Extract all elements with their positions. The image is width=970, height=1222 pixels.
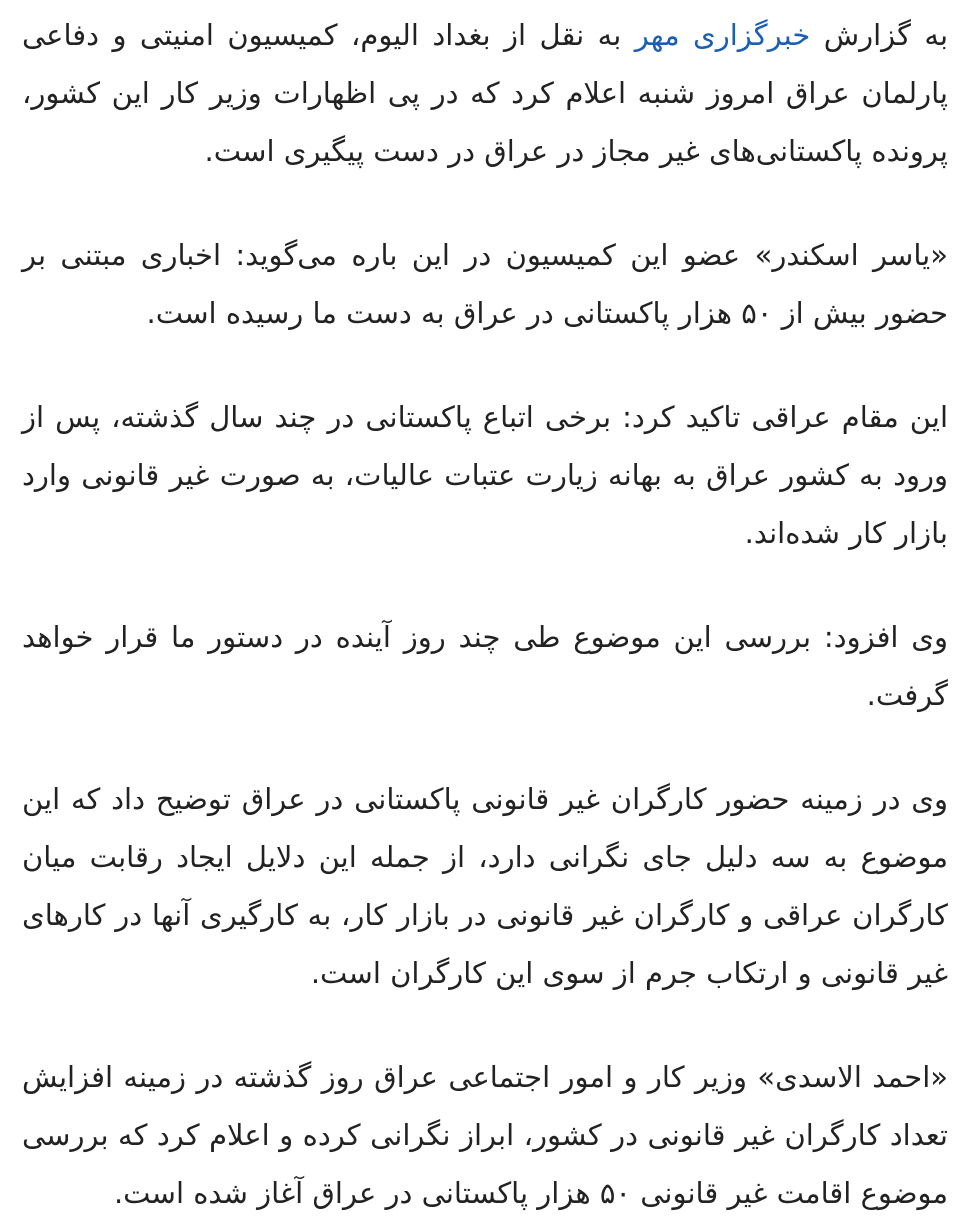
news-agency-link[interactable]: خبرگزاری مهر [634,18,811,52]
article-paragraph-3: این مقام عراقی تاکید کرد: برخی اتباع پاکستانی در چند سال گذشته، پس از ورود به کشور عراق به بهانه زیارت عتبات عالیات، به صورت غیر قانونی وارد بازار کار شده‌اند. [22,400,948,550]
article-paragraph-6: «احمد الاسدی» وزیر کار و امور اجتماعی عراق روز گذشته در زمینه افزایش تعداد کارگران غیر قانونی در کشور، ابراز نگرانی کرده و اعلام کرد که بررسی موضوع اقامت غیر قانونی ۵۰ هزار پاکستانی در عراق آغاز شده است. [22,1060,948,1210]
article-paragraph-1 [22,6,948,180]
article-paragraph-4: وی افزود: بررسی این موضوع طی چند روز آینده در دستور ما قرار خواهد گرفت. [22,620,948,712]
paragraph-text-before-link: به گزارش [810,18,949,52]
paragraph-text-after-link: به نقل از بغداد الیوم، کمیسیون امنیتی و دفاعی پارلمان عراق امروز شنبه اعلام کرد که در پی اظهارات وزیر کار این کشور، پرونده پاکستانی‌های غیر مجاز در عراق در دست پیگیری است. [22,18,948,168]
article-paragraph-5: وی در زمینه حضور کارگران غیر قانونی پاکستانی در عراق توضیح داد که این موضوع به سه دلیل جای نگرانی دارد، از جمله این دلایل ایجاد رقابت میان کارگران عراقی و کارگران غیر قانونی در بازار کار، به کارگیری آنها در کارهای غیر قانونی و ارتکاب جرم از سوی این کارگران است. [22,782,948,990]
article-paragraph-2: «یاسر اسکندر» عضو این کمیسیون در این باره می‌گوید: اخباری مبتنی بر حضور بیش از ۵۰ هزار پاکستانی در عراق به دست ما رسیده است. [22,238,948,330]
